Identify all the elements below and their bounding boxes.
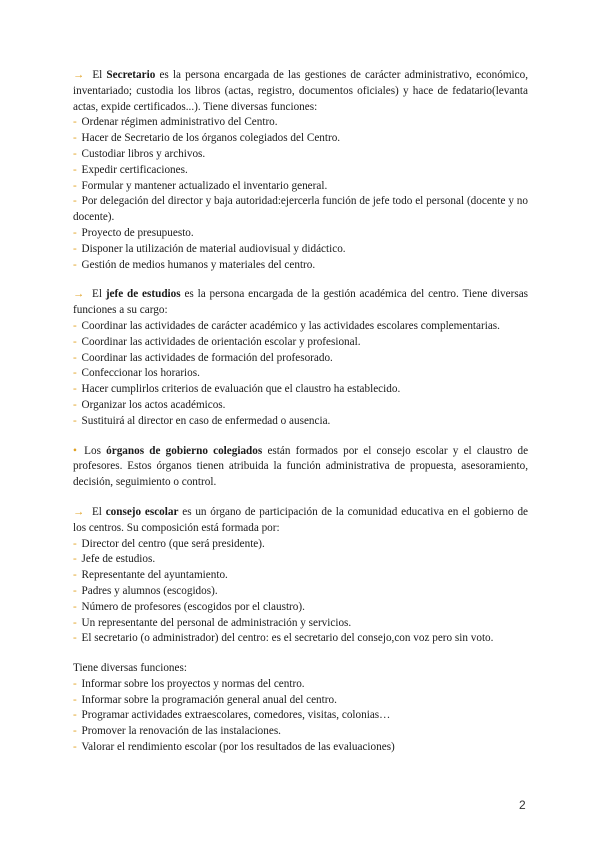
dash-marker: -: [73, 226, 77, 239]
list-item: [73, 600, 528, 616]
dash-marker: -: [73, 132, 77, 145]
section-organos-gobierno: [73, 444, 528, 491]
list-item-text: Gestión de medios humanos y materiales del centro.: [78, 258, 316, 271]
list-item-text: Programar actividades extraescolares, comedores, visitas, colonias…: [78, 709, 391, 722]
list-item: [73, 147, 528, 163]
list-item-text: Jefe de estudios.: [78, 553, 156, 566]
list-item-text: Expedir certificaciones.: [78, 163, 188, 176]
term-secretario: Secretario: [106, 69, 156, 81]
organos-paragraph: • Los órganos de gobierno colegiados están formados por el consejo escolar y el claustro de profesores. Estos órganos tienen atribuida la función administrativa de propuesta, asesoramiento, decisión, seguimiento o control.: [73, 444, 529, 489]
section-jefe-estudios: [73, 287, 528, 429]
dash-marker: -: [73, 632, 77, 645]
dash-marker: -: [73, 163, 77, 176]
list-item: [73, 537, 528, 553]
term-consejo: consejo escolar: [105, 505, 179, 518]
dash-marker: -: [73, 383, 77, 396]
list-item: [73, 724, 528, 740]
dash-marker: -: [73, 195, 77, 208]
dash-marker: -: [73, 351, 77, 364]
list-item-text: Organizar los actos académicos.: [78, 398, 226, 411]
list-item-text: Hacer de Secretario de los órganos colegiados del Centro.: [78, 132, 341, 145]
list-item: [73, 693, 528, 709]
list-item: [73, 194, 528, 226]
list-item: [73, 568, 528, 584]
list-item: [73, 351, 528, 367]
list-item: [73, 115, 528, 131]
dash-marker: -: [73, 569, 77, 582]
dash-marker: -: [73, 414, 77, 427]
jefe-estudios-functions-list: [73, 319, 528, 430]
list-item: [73, 335, 528, 351]
bullet-icon: •: [73, 444, 77, 457]
list-item: [73, 584, 528, 600]
list-item-text: Disponer la utilización de material audiovisual y didáctico.: [78, 242, 346, 255]
arrow-icon: →: [73, 69, 85, 81]
list-item-text: Director del centro (que será presidente).: [78, 537, 265, 550]
list-item-text: Coordinar las actividades de carácter académico y las actividades escolares complementarias.: [78, 319, 500, 332]
list-item: [73, 382, 528, 398]
list-item-text: Por delegación del director y baja autoridad:ejercerla función de jefe todo el personal (docente y no docente).: [73, 195, 528, 224]
list-item-text: Promover la renovación de las instalaciones.: [78, 725, 281, 738]
dash-marker: -: [73, 616, 77, 629]
list-item: [73, 242, 528, 258]
section-secretario: [73, 68, 528, 273]
page-number: 2: [519, 798, 526, 812]
list-item: [73, 131, 528, 147]
dash-marker: -: [73, 677, 77, 690]
consejo-functions-list: [73, 677, 528, 756]
dash-marker: -: [73, 367, 77, 380]
dash-marker: -: [73, 553, 77, 566]
list-item-text: Informar sobre la programación general anual del centro.: [78, 693, 337, 706]
term-organos: órganos de gobierno colegiados: [106, 444, 263, 457]
list-item: [73, 226, 528, 242]
list-item: [73, 258, 528, 274]
list-item-text: Coordinar las actividades de orientación escolar y profesional.: [78, 335, 361, 348]
list-item-text: Coordinar las actividades de formación del profesorado.: [78, 351, 333, 364]
list-item-text: Valorar el rendimiento escolar (por los resultados de las evaluaciones): [78, 741, 395, 754]
dash-marker: -: [73, 319, 77, 332]
list-item: [73, 616, 528, 632]
document-body: [73, 68, 528, 770]
dash-marker: -: [73, 147, 77, 160]
dash-marker: -: [73, 584, 77, 597]
list-item-text: Ordenar régimen administrativo del Centro.: [78, 116, 278, 129]
list-item-text: Número de profesores (escogidos por el claustro).: [78, 600, 305, 613]
dash-marker: -: [73, 398, 77, 411]
list-item: [73, 414, 528, 430]
list-item: [73, 398, 528, 414]
list-item: [73, 366, 528, 382]
secretario-functions-list: [73, 115, 528, 273]
consejo-intro: → El consejo escolar es un órgano de participación de la comunidad educativa en el gobierno de los centros. Su composición está formada por:: [73, 505, 529, 534]
dash-marker: -: [73, 116, 77, 129]
list-item-text: Representante del ayuntamiento.: [78, 569, 228, 582]
list-item-text: Custodiar libros y archivos.: [78, 147, 206, 160]
dash-marker: -: [73, 725, 77, 738]
arrow-icon: →: [73, 288, 85, 301]
dash-marker: -: [73, 693, 77, 706]
arrow-icon: →: [73, 505, 85, 518]
consejo-composition-list: [73, 537, 528, 648]
list-item-text: Hacer cumplirlos criterios de evaluación que el claustro ha establecido.: [78, 383, 401, 396]
dash-marker: -: [73, 258, 77, 271]
dash-marker: -: [73, 242, 77, 255]
list-item: [73, 677, 528, 693]
dash-marker: -: [73, 537, 77, 550]
list-item-text: Padres y alumnos (escogidos).: [78, 584, 218, 597]
list-item: [73, 319, 528, 335]
section-consejo-funciones: [73, 661, 528, 756]
list-item: [73, 163, 528, 179]
dash-marker: -: [73, 741, 77, 754]
list-item-text: Informar sobre los proyectos y normas del centro.: [78, 677, 305, 690]
list-item-text: Sustituirá al director en caso de enfermedad o ausencia.: [78, 414, 331, 427]
list-item-text: Un representante del personal de administración y servicios.: [78, 616, 352, 629]
section-consejo-escolar: [73, 505, 528, 647]
dash-marker: -: [73, 335, 77, 348]
secretario-intro: → El Secretario es la persona encargada de las gestiones de carácter administrativo, económico, inventariado; custodia los libros (actas, registro, documentos oficiales) y hace de fedatario(levanta actas, expide certificados...). Tiene diversas funciones:: [73, 69, 528, 113]
dash-marker: -: [73, 709, 77, 722]
list-item-text: Confeccionar los horarios.: [78, 367, 200, 380]
list-item-text: Formular y mantener actualizado el inventario general.: [78, 179, 328, 192]
dash-marker: -: [73, 600, 77, 613]
list-item: [73, 631, 528, 647]
dash-marker: -: [73, 179, 77, 192]
list-item: [73, 552, 528, 568]
list-item: [73, 179, 528, 195]
jefe-estudios-intro: → El jefe de estudios es la persona encargada de la gestión académica del centro. Tiene diversas funciones a su cargo:: [73, 288, 529, 317]
list-item-text: El secretario (o administrador) del centro: es el secretario del consejo,con voz pero sin voto.: [78, 632, 494, 645]
list-item: [73, 740, 528, 756]
term-jefe-estudios: jefe de estudios: [105, 288, 181, 301]
list-item: [73, 708, 528, 724]
funciones-intro: Tiene diversas funciones:: [73, 662, 187, 675]
list-item-text: Proyecto de presupuesto.: [78, 226, 194, 239]
